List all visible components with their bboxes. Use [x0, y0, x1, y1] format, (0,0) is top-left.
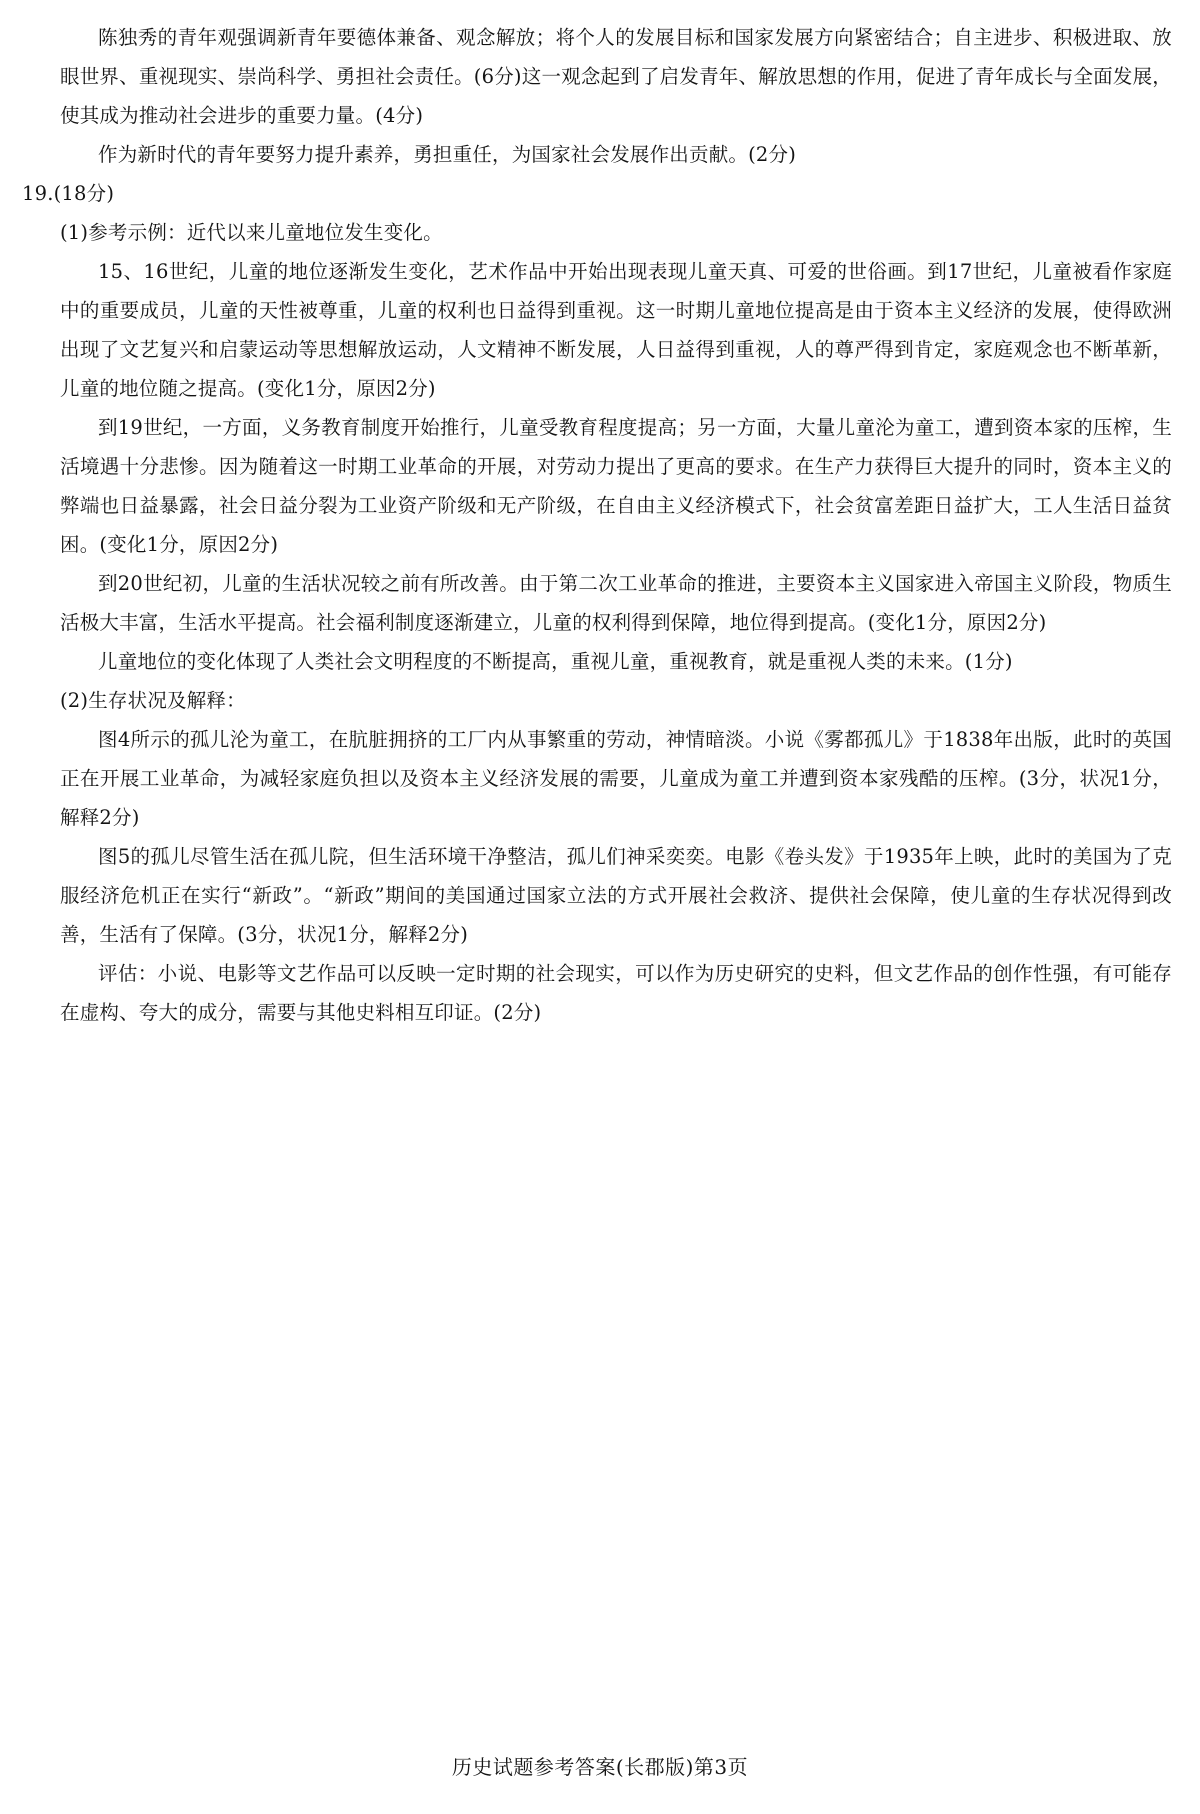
question-19-heading: 19.(18分)	[22, 182, 115, 205]
paragraph-figure-4: 图4所示的孤儿沦为童工，在肮脏拥挤的工厂内从事繁重的劳动，神情暗淡。小说《雾都孤儿》于1838年出版，此时的英国正在开展工业革命，为减轻家庭负担以及资本主义经济发展的需要，儿童成为童工并遭到资本家残酷的压榨。(3分，状况1分，解释2分)	[60, 728, 1172, 829]
paragraph-summary: 儿童地位的变化体现了人类社会文明程度的不断提高，重视儿童，重视教育，就是重视人类的未来。(1分)	[98, 650, 1013, 673]
paragraph-chen-duxiu-view: 陈独秀的青年观强调新青年要德体兼备、观念解放；将个人的发展目标和国家发展方向紧密结合；自主进步、积极进取、放眼世界、重视现实、崇尚科学、勇担社会责任。(6分)这一观念起到了启发青年、解放思想的作用，促进了青年成长与全面发展，使其成为推动社会进步的重要力量。(4分)	[60, 26, 1172, 127]
paragraph-youth-duty: 作为新时代的青年要努力提升素养，勇担重任，为国家社会发展作出贡献。(2分)	[98, 143, 797, 166]
paragraph-19-century: 到19世纪，一方面，义务教育制度开始推行，儿童受教育程度提高；另一方面，大量儿童沦为童工，遭到资本家的压榨，生活境遇十分悲惨。因为随着这一时期工业革命的开展，对劳动力提出了更高的要求。在生产力获得巨大提升的同时，资本主义的弊端也日益暴露，社会日益分裂为工业资产阶级和无产阶级，在自由主义经济模式下，社会贫富差距日益扩大，工人生活日益贫困。(变化1分，原因2分)	[60, 416, 1172, 556]
sub-question-2-heading: (2)生存状况及解释：	[60, 689, 246, 712]
paragraph-figure-5: 图5的孤儿尽管生活在孤儿院，但生活环境干净整洁，孤儿们神采奕奕。电影《卷头发》于1935年上映，此时的美国为了克服经济危机正在实行“新政”。“新政”期间的美国通过国家立法的方式开展社会救济、提供社会保障，使儿童的生存状况得到改善，生活有了保障。(3分，状况1分，解释2分)	[60, 845, 1172, 946]
paragraph-evaluation: 评估：小说、电影等文艺作品可以反映一定时期的社会现实，可以作为历史研究的史料，但文艺作品的创作性强，有可能存在虚构、夸大的成分，需要与其他史料相互印证。(2分)	[60, 962, 1172, 1024]
paragraph-15-16-century: 15、16世纪，儿童的地位逐渐发生变化，艺术作品中开始出现表现儿童天真、可爱的世俗画。到17世纪，儿童被看作家庭中的重要成员，儿童的天性被尊重，儿童的权利也日益得到重视。这一时期儿童地位提高是由于资本主义经济的发展，使得欧洲出现了文艺复兴和启蒙运动等思想解放运动，人文精神不断发展，人日益得到重视，人的尊严得到肯定，家庭观念也不断革新，儿童的地位随之提高。(变化1分，原因2分)	[60, 260, 1172, 400]
page-footer: 历史试题参考答案(长郡版)第3页	[451, 1755, 749, 1779]
answer-content	[22, 18, 1172, 1032]
paragraph-20-century: 到20世纪初，儿童的生活状况较之前有所改善。由于第二次工业革命的推进，主要资本主义国家进入帝国主义阶段，物质生活极大丰富，生活水平提高。社会福利制度逐渐建立，儿童的权利得到保障，地位得到提高。(变化1分，原因2分)	[60, 572, 1172, 634]
sub-question-1-heading: (1)参考示例：近代以来儿童地位发生变化。	[60, 221, 443, 244]
